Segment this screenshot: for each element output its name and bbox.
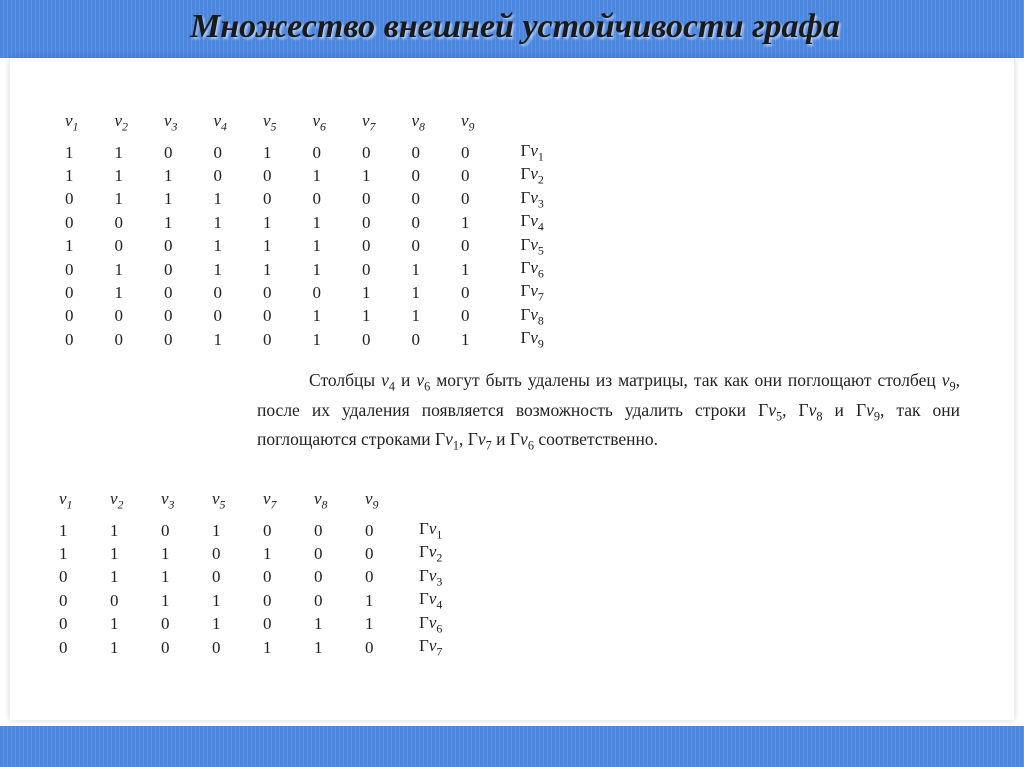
row-label: $Гv_7$	[520, 281, 544, 304]
table-row	[65, 258, 568, 281]
column-header: $v_3$	[161, 489, 175, 512]
matrix-cell: 1	[114, 259, 123, 279]
matrix-cell: 1	[411, 259, 420, 279]
matrix-cell: 0	[263, 189, 272, 209]
row-label: $Гv_3$	[520, 187, 544, 211]
matrix-cell: 1	[461, 212, 470, 232]
matrix-cell: 1	[65, 166, 74, 186]
column-header: $v_6$	[312, 111, 326, 134]
matrix-cell: 1	[314, 637, 323, 657]
slide-title: Множество внешней устойчивости графа	[190, 8, 840, 45]
table-row	[65, 235, 568, 258]
matrix-cell: 0	[461, 283, 470, 303]
column-header: $v_2$	[110, 489, 124, 512]
row-label: $Гv_2$	[520, 164, 544, 187]
matrix-cell: 0	[213, 283, 222, 303]
matrix-cell: 1	[114, 283, 123, 303]
table-row	[59, 519, 466, 542]
matrix-cell: 0	[461, 189, 470, 209]
matrix-cell: 1	[362, 283, 371, 303]
matrix-cell: 0	[263, 520, 272, 540]
matrix-cell: 0	[314, 520, 323, 540]
matrix-cell: 0	[213, 166, 222, 186]
row-label: $Гv_7$	[419, 635, 443, 659]
matrix-cell: 1	[312, 212, 321, 232]
matrix-cell: 1	[365, 614, 374, 634]
matrix-cell: 0	[365, 637, 374, 657]
matrix-cell: 0	[362, 236, 371, 256]
matrix-cell: 1	[362, 166, 371, 186]
table-row	[65, 328, 568, 351]
column-header: $v_5$	[212, 489, 226, 512]
table-row	[65, 188, 568, 211]
matrix-cell: 0	[263, 614, 272, 634]
matrix-cell: 1	[114, 189, 123, 209]
matrix-cell: 0	[312, 189, 321, 209]
matrix-cell: 0	[114, 212, 123, 232]
row-label: $Гv_5$	[520, 234, 544, 257]
row-label: $Гv_3$	[419, 565, 443, 589]
matrix-cell: 1	[110, 567, 119, 587]
matrix-cell: 0	[362, 142, 371, 162]
matrix-cell: 0	[59, 590, 68, 610]
matrix-cell: 0	[161, 637, 170, 657]
matrix-cell: 0	[461, 306, 470, 326]
matrix-cell: 0	[212, 637, 221, 657]
matrix-cell: 0	[263, 590, 272, 610]
matrix-cell: 0	[314, 590, 323, 610]
matrix-cell: 1	[110, 520, 119, 540]
matrix-cell: 0	[411, 189, 420, 209]
incidence-matrix-reduced	[59, 489, 466, 659]
matrix-cell: 1	[110, 544, 119, 564]
table-row	[59, 636, 466, 659]
matrix-cell: 1	[161, 544, 170, 564]
matrix-cell: 0	[263, 166, 272, 186]
matrix-cell: 1	[164, 189, 173, 209]
column-header: $v_9$	[365, 489, 379, 512]
matrix-cell: 1	[161, 590, 170, 610]
matrix-cell: 1	[312, 306, 321, 326]
matrix-cell: 1	[411, 283, 420, 303]
matrix-cell: 1	[362, 306, 371, 326]
matrix-cell: 0	[114, 306, 123, 326]
column-header: $v_2$	[114, 111, 128, 134]
title-bar	[0, 0, 1024, 58]
matrix-cell: 0	[213, 306, 222, 326]
matrix-cell: 1	[461, 259, 470, 279]
matrix-cell: 1	[213, 212, 222, 232]
matrix-cell: 0	[65, 306, 74, 326]
matrix-cell: 1	[114, 166, 123, 186]
matrix-cell: 1	[263, 544, 272, 564]
matrix-cell: 1	[263, 259, 272, 279]
matrix-cell: 0	[59, 637, 68, 657]
table-row	[65, 211, 568, 234]
matrix-cell: 1	[212, 590, 221, 610]
matrix-cell: 0	[164, 283, 173, 303]
matrix-cell: 0	[461, 236, 470, 256]
matrix-cell: 1	[65, 236, 74, 256]
matrix-cell: 1	[263, 212, 272, 232]
table-row	[65, 141, 568, 164]
column-header: $v_7$	[362, 111, 376, 134]
matrix-cell: 0	[65, 212, 74, 232]
matrix-cell: 0	[65, 189, 74, 209]
matrix-cell: 1	[263, 236, 272, 256]
column-header: $v_8$	[411, 111, 425, 134]
matrix-cell: 1	[411, 306, 420, 326]
column-header: $v_1$	[59, 489, 73, 512]
matrix-cell: 0	[312, 142, 321, 162]
matrix-cell: 1	[365, 590, 374, 610]
matrix-cell: 1	[263, 637, 272, 657]
row-label: $Гv_2$	[419, 542, 443, 565]
matrix-cell: 1	[213, 189, 222, 209]
matrix-cell: 0	[263, 306, 272, 326]
table-row	[59, 613, 466, 636]
matrix-cell: 0	[362, 189, 371, 209]
matrix-cell: 0	[365, 520, 374, 540]
matrix-cell: 0	[411, 236, 420, 256]
column-header: $v_9$	[461, 111, 475, 134]
table-row	[59, 566, 466, 589]
label-column-header	[511, 111, 568, 141]
matrix-cell: 0	[114, 329, 123, 349]
matrix-cell: 1	[312, 166, 321, 186]
matrix-cell: 0	[362, 259, 371, 279]
explanation-text: Столбцы $v_4$ и $v_6$ могут быть удалены из матрицы, так как они поглощают столбец $v_9$, после их удаления появляется возможность удалить строки $Гv_5$, $Гv_8$ и $Гv_9$, так они поглощаются строками $Гv_1$, $Гv_7$ и $Гv_6$ соответственно.	[257, 370, 960, 453]
row-label: $Гv_4$	[419, 589, 443, 612]
matrix-cell: 1	[59, 520, 68, 540]
matrix-cell: 1	[114, 142, 123, 162]
matrix-cell: 0	[312, 283, 321, 303]
matrix-cell: 0	[161, 614, 170, 634]
matrix-cell: 0	[314, 544, 323, 564]
matrix-cell: 0	[65, 259, 74, 279]
matrix-cell: 0	[365, 544, 374, 564]
matrix-cell: 0	[314, 567, 323, 587]
matrix-cell: 0	[65, 329, 74, 349]
matrix-cell: 1	[314, 614, 323, 634]
matrix-cell: 0	[212, 544, 221, 564]
matrix-cell: 0	[461, 142, 470, 162]
matrix-cell: 0	[411, 212, 420, 232]
matrix-cell: 0	[59, 614, 68, 634]
matrix-cell: 0	[161, 520, 170, 540]
matrix-cell: 0	[362, 212, 371, 232]
matrix-cell: 0	[263, 329, 272, 349]
row-label: $Гv_9$	[520, 328, 544, 351]
column-header: $v_1$	[65, 111, 79, 134]
matrix-cell: 0	[213, 142, 222, 162]
matrix-cell: 1	[263, 142, 272, 162]
matrix-cell: 1	[110, 637, 119, 657]
table-row	[65, 164, 568, 187]
column-header: $v_3$	[164, 111, 178, 134]
matrix-cell: 0	[263, 283, 272, 303]
matrix-cell: 0	[164, 329, 173, 349]
matrix-cell: 1	[164, 166, 173, 186]
matrix-cell: 1	[213, 236, 222, 256]
matrix-cell: 0	[164, 236, 173, 256]
matrix-cell: 0	[212, 567, 221, 587]
incidence-matrix-full	[65, 111, 568, 352]
matrix-cell: 1	[213, 259, 222, 279]
column-header: $v_7$	[263, 489, 277, 512]
matrix-cell: 1	[312, 259, 321, 279]
matrix-cell: 0	[59, 567, 68, 587]
matrix-cell: 1	[161, 567, 170, 587]
label-column-header	[416, 489, 466, 519]
row-label: $Гv_1$	[419, 519, 443, 542]
matrix-cell: 0	[411, 142, 420, 162]
matrix-cell: 0	[114, 236, 123, 256]
table-row	[59, 542, 466, 565]
matrix-cell: 1	[312, 329, 321, 349]
table-row	[65, 305, 568, 328]
row-label: $Гv_8$	[520, 304, 544, 328]
matrix-cell: 0	[461, 166, 470, 186]
matrix-cell: 0	[411, 166, 420, 186]
column-header: $v_5$	[263, 111, 277, 134]
matrix-cell: 1	[59, 544, 68, 564]
matrix-cell: 1	[110, 614, 119, 634]
matrix-cell: 0	[164, 306, 173, 326]
matrix-cell: 1	[461, 329, 470, 349]
row-label: $Гv_4$	[520, 211, 544, 234]
matrix-cell: 1	[164, 212, 173, 232]
footer-bar	[0, 726, 1024, 767]
matrix-cell: 0	[164, 259, 173, 279]
table-row	[59, 589, 466, 612]
row-label: $Гv_6$	[520, 257, 544, 281]
matrix-cell: 0	[263, 567, 272, 587]
matrix-cell: 0	[362, 329, 371, 349]
matrix-cell: 1	[312, 236, 321, 256]
row-label: $Гv_6$	[419, 612, 443, 635]
matrix-cell: 1	[65, 142, 74, 162]
matrix-cell: 0	[411, 329, 420, 349]
matrix-cell: 0	[365, 567, 374, 587]
matrix-cell: 1	[212, 614, 221, 634]
matrix-cell: 1	[212, 520, 221, 540]
row-label: $Гv_1$	[520, 141, 544, 164]
table-row	[65, 281, 568, 304]
matrix-cell: 0	[65, 283, 74, 303]
matrix-cell: 0	[110, 590, 119, 610]
matrix-cell: 0	[164, 142, 173, 162]
matrix-cell: 1	[213, 329, 222, 349]
column-header: $v_4$	[213, 111, 227, 134]
column-header: $v_8$	[314, 489, 328, 512]
